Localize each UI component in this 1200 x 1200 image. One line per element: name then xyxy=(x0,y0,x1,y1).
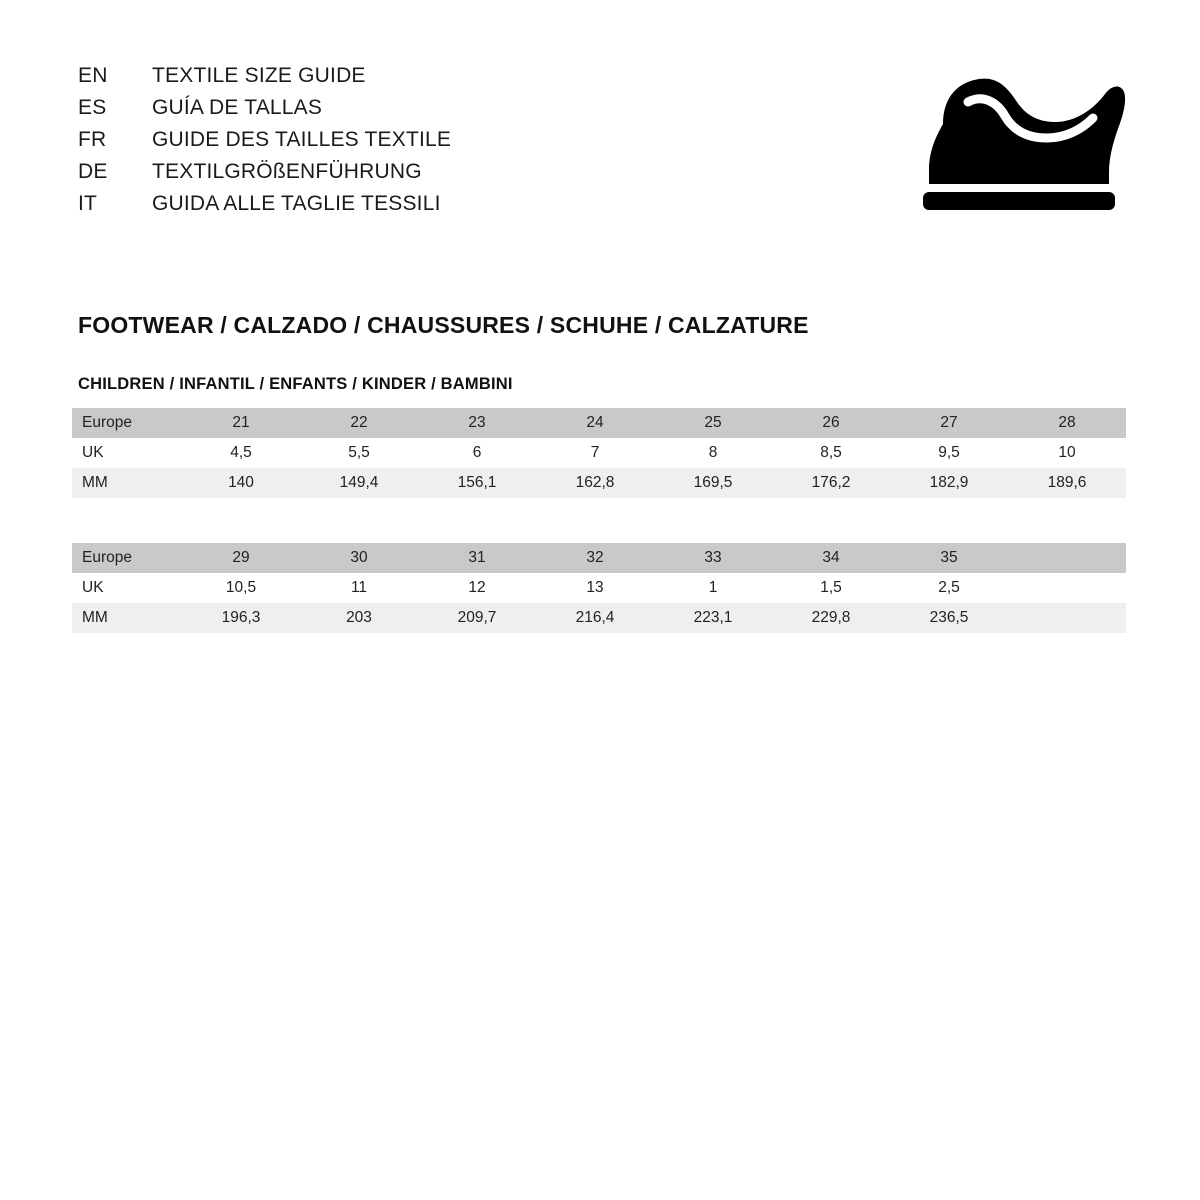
table-cell: 1 xyxy=(654,573,772,603)
language-code: FR xyxy=(78,128,107,151)
table-cell: 1,5 xyxy=(772,573,890,603)
table-cell: 162,8 xyxy=(536,468,654,498)
language-title: GUIDA ALLE TAGLIE TESSILI xyxy=(152,192,441,215)
language-code: DE xyxy=(78,160,108,183)
language-title: GUÍA DE TALLAS xyxy=(152,96,323,119)
table-cell: 34 xyxy=(772,543,890,573)
table-cell: 209,7 xyxy=(418,603,536,633)
table-cell: 156,1 xyxy=(418,468,536,498)
table-cell: 22 xyxy=(300,408,418,438)
table-cell: 23 xyxy=(418,408,536,438)
footwear-section-title: FOOTWEAR / CALZADO / CHAUSSURES / SCHUHE / CALZATURE xyxy=(78,312,809,338)
table-cell-empty xyxy=(1008,573,1126,603)
table-cell: 11 xyxy=(300,573,418,603)
children-size-table-2 xyxy=(72,543,1126,633)
table-cell: 6 xyxy=(418,438,536,468)
table-cell: 12 xyxy=(418,573,536,603)
table-cell: 7 xyxy=(536,438,654,468)
table-cell: 35 xyxy=(890,543,1008,573)
table-cell: 223,1 xyxy=(654,603,772,633)
table-cell: 176,2 xyxy=(772,468,890,498)
table-cell: 2,5 xyxy=(890,573,1008,603)
table-row xyxy=(72,573,1126,603)
table-cell-empty xyxy=(1008,543,1126,573)
table-cell: 29 xyxy=(182,543,300,573)
table-row xyxy=(72,543,1126,573)
row-label: Europe xyxy=(72,408,182,438)
table-row xyxy=(72,603,1126,633)
table-cell: 140 xyxy=(182,468,300,498)
table-cell: 8 xyxy=(654,438,772,468)
language-title: TEXTILE SIZE GUIDE xyxy=(152,64,366,87)
table-cell: 5,5 xyxy=(300,438,418,468)
row-label: Europe xyxy=(72,543,182,573)
row-label: UK xyxy=(72,438,182,468)
table-cell: 32 xyxy=(536,543,654,573)
table-cell: 27 xyxy=(890,408,1008,438)
row-label: MM xyxy=(72,603,182,633)
row-label: UK xyxy=(72,573,182,603)
table-cell: 13 xyxy=(536,573,654,603)
row-label: MM xyxy=(72,468,182,498)
table-cell: 169,5 xyxy=(654,468,772,498)
language-code: EN xyxy=(78,64,108,87)
table-cell: 4,5 xyxy=(182,438,300,468)
language-code: ES xyxy=(78,96,107,119)
language-title: TEXTILGRÖßENFÜHRUNG xyxy=(152,160,422,183)
table-cell: 189,6 xyxy=(1008,468,1126,498)
table-cell: 203 xyxy=(300,603,418,633)
children-size-table-1 xyxy=(72,408,1126,498)
table-cell: 21 xyxy=(182,408,300,438)
table-cell: 30 xyxy=(300,543,418,573)
table-row xyxy=(72,438,1126,468)
language-code: IT xyxy=(78,192,98,215)
table-cell: 9,5 xyxy=(890,438,1008,468)
table-cell: 149,4 xyxy=(300,468,418,498)
table-cell: 33 xyxy=(654,543,772,573)
table-cell: 196,3 xyxy=(182,603,300,633)
table-cell: 229,8 xyxy=(772,603,890,633)
table-cell: 236,5 xyxy=(890,603,1008,633)
table-cell: 216,4 xyxy=(536,603,654,633)
table-cell: 25 xyxy=(654,408,772,438)
table-cell: 24 xyxy=(536,408,654,438)
table-row xyxy=(72,468,1126,498)
table-cell: 26 xyxy=(772,408,890,438)
table-cell: 8,5 xyxy=(772,438,890,468)
table-cell: 31 xyxy=(418,543,536,573)
table-row xyxy=(72,408,1126,438)
table-cell: 10,5 xyxy=(182,573,300,603)
language-title: GUIDE DES TAILLES TEXTILE xyxy=(152,128,452,151)
table-cell-empty xyxy=(1008,603,1126,633)
table-cell: 10 xyxy=(1008,438,1126,468)
shoe-icon xyxy=(913,66,1128,221)
footwear-subsection-title: CHILDREN / INFANTIL / ENFANTS / KINDER / BAMBINI xyxy=(78,375,513,393)
table-cell: 28 xyxy=(1008,408,1126,438)
table-cell: 182,9 xyxy=(890,468,1008,498)
